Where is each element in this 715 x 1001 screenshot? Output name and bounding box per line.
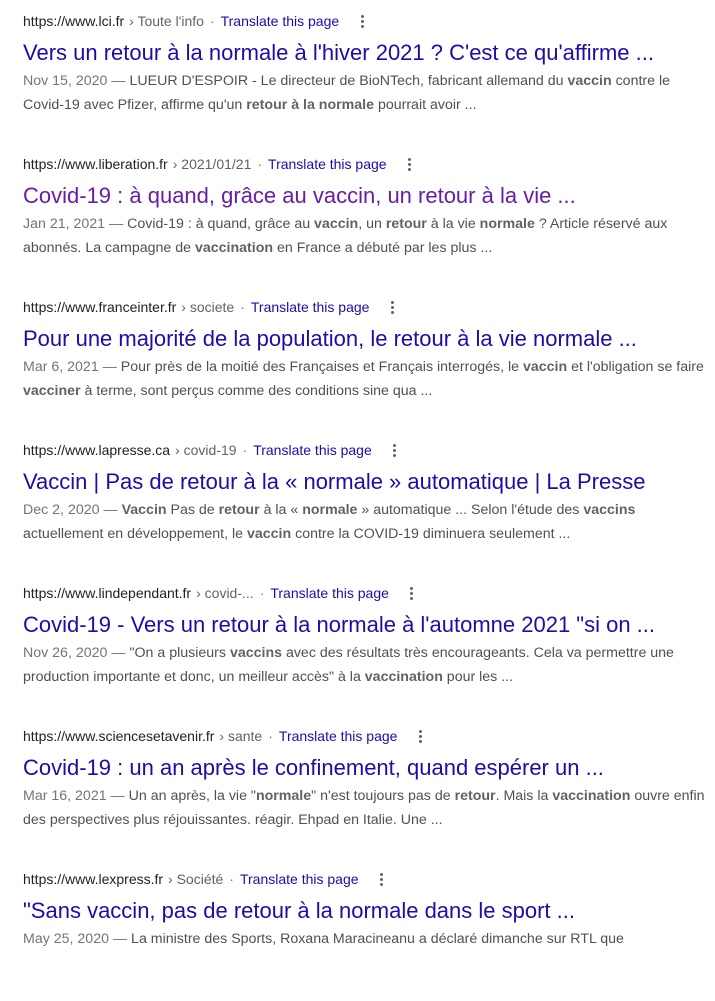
snippet-segment: , un xyxy=(358,216,386,232)
three-dots-vertical-icon[interactable] xyxy=(386,301,398,314)
cite-separator: · xyxy=(240,299,245,315)
snippet-segment: " n'est toujours pas de xyxy=(311,788,455,804)
three-dots-vertical-icon[interactable] xyxy=(376,873,388,886)
search-result xyxy=(23,429,713,572)
result-title-link[interactable]: "Sans vaccin, pas de retour à la normale dans le sport ... xyxy=(23,898,575,923)
search-result xyxy=(23,0,713,143)
result-snippet xyxy=(23,355,709,403)
snippet-segment: Covid-19 : à quand, grâce au xyxy=(123,216,315,232)
result-domain[interactable]: https://www.lindependant.fr xyxy=(23,585,192,601)
result-snippet xyxy=(23,641,709,689)
result-title-link[interactable]: Pour une majorité de la population, le retour à la vie normale ... xyxy=(23,326,637,351)
translate-page-link[interactable]: Translate this page xyxy=(250,299,370,315)
snippet-highlight: retour à la normale xyxy=(246,97,374,113)
result-snippet xyxy=(23,927,709,951)
search-result xyxy=(23,572,713,715)
snippet-segment: avec des résultats très encourageants. Cela va permettre une production importante et donc, un meilleur accès" à la xyxy=(23,645,674,685)
snippet-highlight: vaccins xyxy=(583,502,636,518)
result-date: Nov 15, 2020 — xyxy=(23,73,126,89)
snippet-segment: contre le Covid-19 avec Pfizer, affirme qu'un xyxy=(23,73,670,113)
translate-page-link[interactable]: Translate this page xyxy=(220,13,340,29)
result-snippet-text xyxy=(127,931,624,947)
three-dots-vertical-icon[interactable] xyxy=(356,15,368,28)
snippet-segment: ? Article réservé aux abonnés. La campagne de xyxy=(23,216,668,256)
snippet-segment: et l'obligation se faire xyxy=(567,359,704,375)
snippet-segment: pourrait avoir ... xyxy=(374,97,477,113)
result-cite-row xyxy=(23,439,401,461)
result-cite-row xyxy=(23,725,426,747)
three-dots-vertical-icon[interactable] xyxy=(414,730,426,743)
snippet-highlight: retour xyxy=(454,788,496,804)
snippet-segment: LUEUR D'ESPOIR - Le directeur de BioNTech, fabricant allemand du xyxy=(125,73,568,89)
cite-separator: · xyxy=(242,442,248,458)
result-snippet xyxy=(23,69,709,117)
result-cite-row xyxy=(23,868,388,890)
translate-page-link[interactable]: Translate this page xyxy=(268,156,387,172)
result-snippet-text xyxy=(23,788,705,828)
result-domain[interactable]: https://www.lexpress.fr xyxy=(23,871,164,887)
result-date: May 25, 2020 — xyxy=(23,931,128,947)
search-result xyxy=(23,286,713,429)
three-dots-vertical-icon[interactable] xyxy=(389,444,401,457)
result-title-link[interactable]: Covid-19 - Vers un retour à la normale à l'automne 2021 "si on ... xyxy=(23,612,656,637)
snippet-segment: » automatique ... Selon l'étude des xyxy=(357,502,584,518)
snippet-highlight: vaccination xyxy=(552,788,631,804)
snippet-segment: à terme, sont perçus comme des conditions sine qua ... xyxy=(80,383,433,399)
result-snippet xyxy=(23,498,709,546)
snippet-segment: à la vie xyxy=(426,216,480,232)
cite-separator: · xyxy=(229,871,234,887)
result-cite-row xyxy=(23,296,398,318)
translate-page-link[interactable]: Translate this page xyxy=(253,442,372,458)
result-breadcrumb: › covid-... xyxy=(196,585,254,601)
result-date: Mar 16, 2021 — xyxy=(23,788,125,804)
search-result xyxy=(23,715,713,858)
result-breadcrumb: › 2021/01/21 xyxy=(172,156,252,172)
result-breadcrumb: › societe xyxy=(181,299,235,315)
result-snippet xyxy=(23,784,709,832)
snippet-segment: ouvre enfin des perspectives plus réjouissantes. réagir. Ehpad en Italie. Une ... xyxy=(23,788,705,828)
snippet-highlight: vaccin xyxy=(522,359,568,375)
snippet-segment: Pour près de la moitié des Françaises et Français interrogés, le xyxy=(116,359,523,375)
result-breadcrumb: › sante xyxy=(219,728,263,744)
snippet-highlight: vaccin xyxy=(567,73,612,89)
snippet-segment: pour les ... xyxy=(442,669,514,685)
cite-separator: · xyxy=(259,585,265,601)
result-breadcrumb: › Toute l'info xyxy=(129,13,204,29)
snippet-highlight: retour xyxy=(385,216,427,232)
result-date: Dec 2, 2020 — xyxy=(23,502,118,518)
snippet-highlight: vaccins xyxy=(229,645,282,661)
snippet-segment: contre la COVID-19 diminuera seulement ... xyxy=(291,526,571,542)
result-date: Mar 6, 2021 — xyxy=(23,359,117,375)
result-snippet xyxy=(23,212,709,260)
result-title-link[interactable]: Vaccin | Pas de retour à la « normale » automatique | La Presse xyxy=(23,469,646,494)
result-snippet-text xyxy=(23,359,704,399)
translate-page-link[interactable]: Translate this page xyxy=(270,585,389,601)
snippet-segment: La ministre des Sports, Roxana Maracineanu a déclaré dimanche sur RTL que xyxy=(127,931,624,947)
result-domain[interactable]: https://www.franceinter.fr xyxy=(23,299,177,315)
snippet-highlight: vaccination xyxy=(194,240,274,256)
translate-page-link[interactable]: Translate this page xyxy=(278,728,398,744)
three-dots-vertical-icon[interactable] xyxy=(404,158,416,171)
result-cite-row xyxy=(23,153,416,175)
result-breadcrumb: › Société xyxy=(168,871,224,887)
snippet-highlight: normale xyxy=(302,502,358,518)
result-domain[interactable]: https://www.sciencesetavenir.fr xyxy=(23,728,215,744)
result-domain[interactable]: https://www.liberation.fr xyxy=(23,156,168,172)
snippet-segment: . Mais la xyxy=(495,788,553,804)
snippet-highlight: normale xyxy=(479,216,535,232)
result-domain[interactable]: https://www.lapresse.ca xyxy=(23,442,171,458)
result-date: Jan 21, 2021 — xyxy=(23,216,124,232)
snippet-highlight: vacciner xyxy=(23,383,81,399)
translate-page-link[interactable]: Translate this page xyxy=(239,871,359,887)
snippet-segment: Pas de xyxy=(166,502,219,518)
result-cite-row xyxy=(23,10,368,32)
result-domain[interactable]: https://www.lci.fr xyxy=(23,13,125,29)
search-result xyxy=(23,143,713,286)
cite-separator: · xyxy=(268,728,273,744)
snippet-segment: "On a plusieurs xyxy=(125,645,230,661)
snippet-segment: actuellement en développement, le xyxy=(23,526,247,542)
snippet-highlight: vaccin xyxy=(247,526,292,542)
snippet-segment: Un an après, la vie " xyxy=(124,788,256,804)
snippet-segment: à la « xyxy=(259,502,303,518)
search-results-list xyxy=(23,0,713,1001)
three-dots-vertical-icon[interactable] xyxy=(406,587,418,600)
result-date: Nov 26, 2020 — xyxy=(23,645,126,661)
cite-separator: · xyxy=(257,156,263,172)
snippet-highlight: normale xyxy=(255,788,312,804)
snippet-segment: en France a débuté par les plus ... xyxy=(273,240,493,256)
cite-separator: · xyxy=(209,13,215,29)
snippet-highlight: Vaccin xyxy=(121,502,167,518)
result-title-link[interactable]: Covid-19 : un an après le confinement, quand espérer un ... xyxy=(23,755,604,780)
result-breadcrumb: › covid-19 xyxy=(175,442,237,458)
search-result xyxy=(23,858,713,1001)
result-cite-row xyxy=(23,582,418,604)
snippet-highlight: vaccin xyxy=(314,216,359,232)
snippet-highlight: retour xyxy=(218,502,260,518)
result-title-link[interactable]: Covid-19 : à quand, grâce au vaccin, un retour à la vie ... xyxy=(23,183,576,208)
result-title-link[interactable]: Vers un retour à la normale à l'hiver 2021 ? C'est ce qu'affirme ... xyxy=(23,40,654,65)
snippet-highlight: vaccination xyxy=(364,669,443,685)
